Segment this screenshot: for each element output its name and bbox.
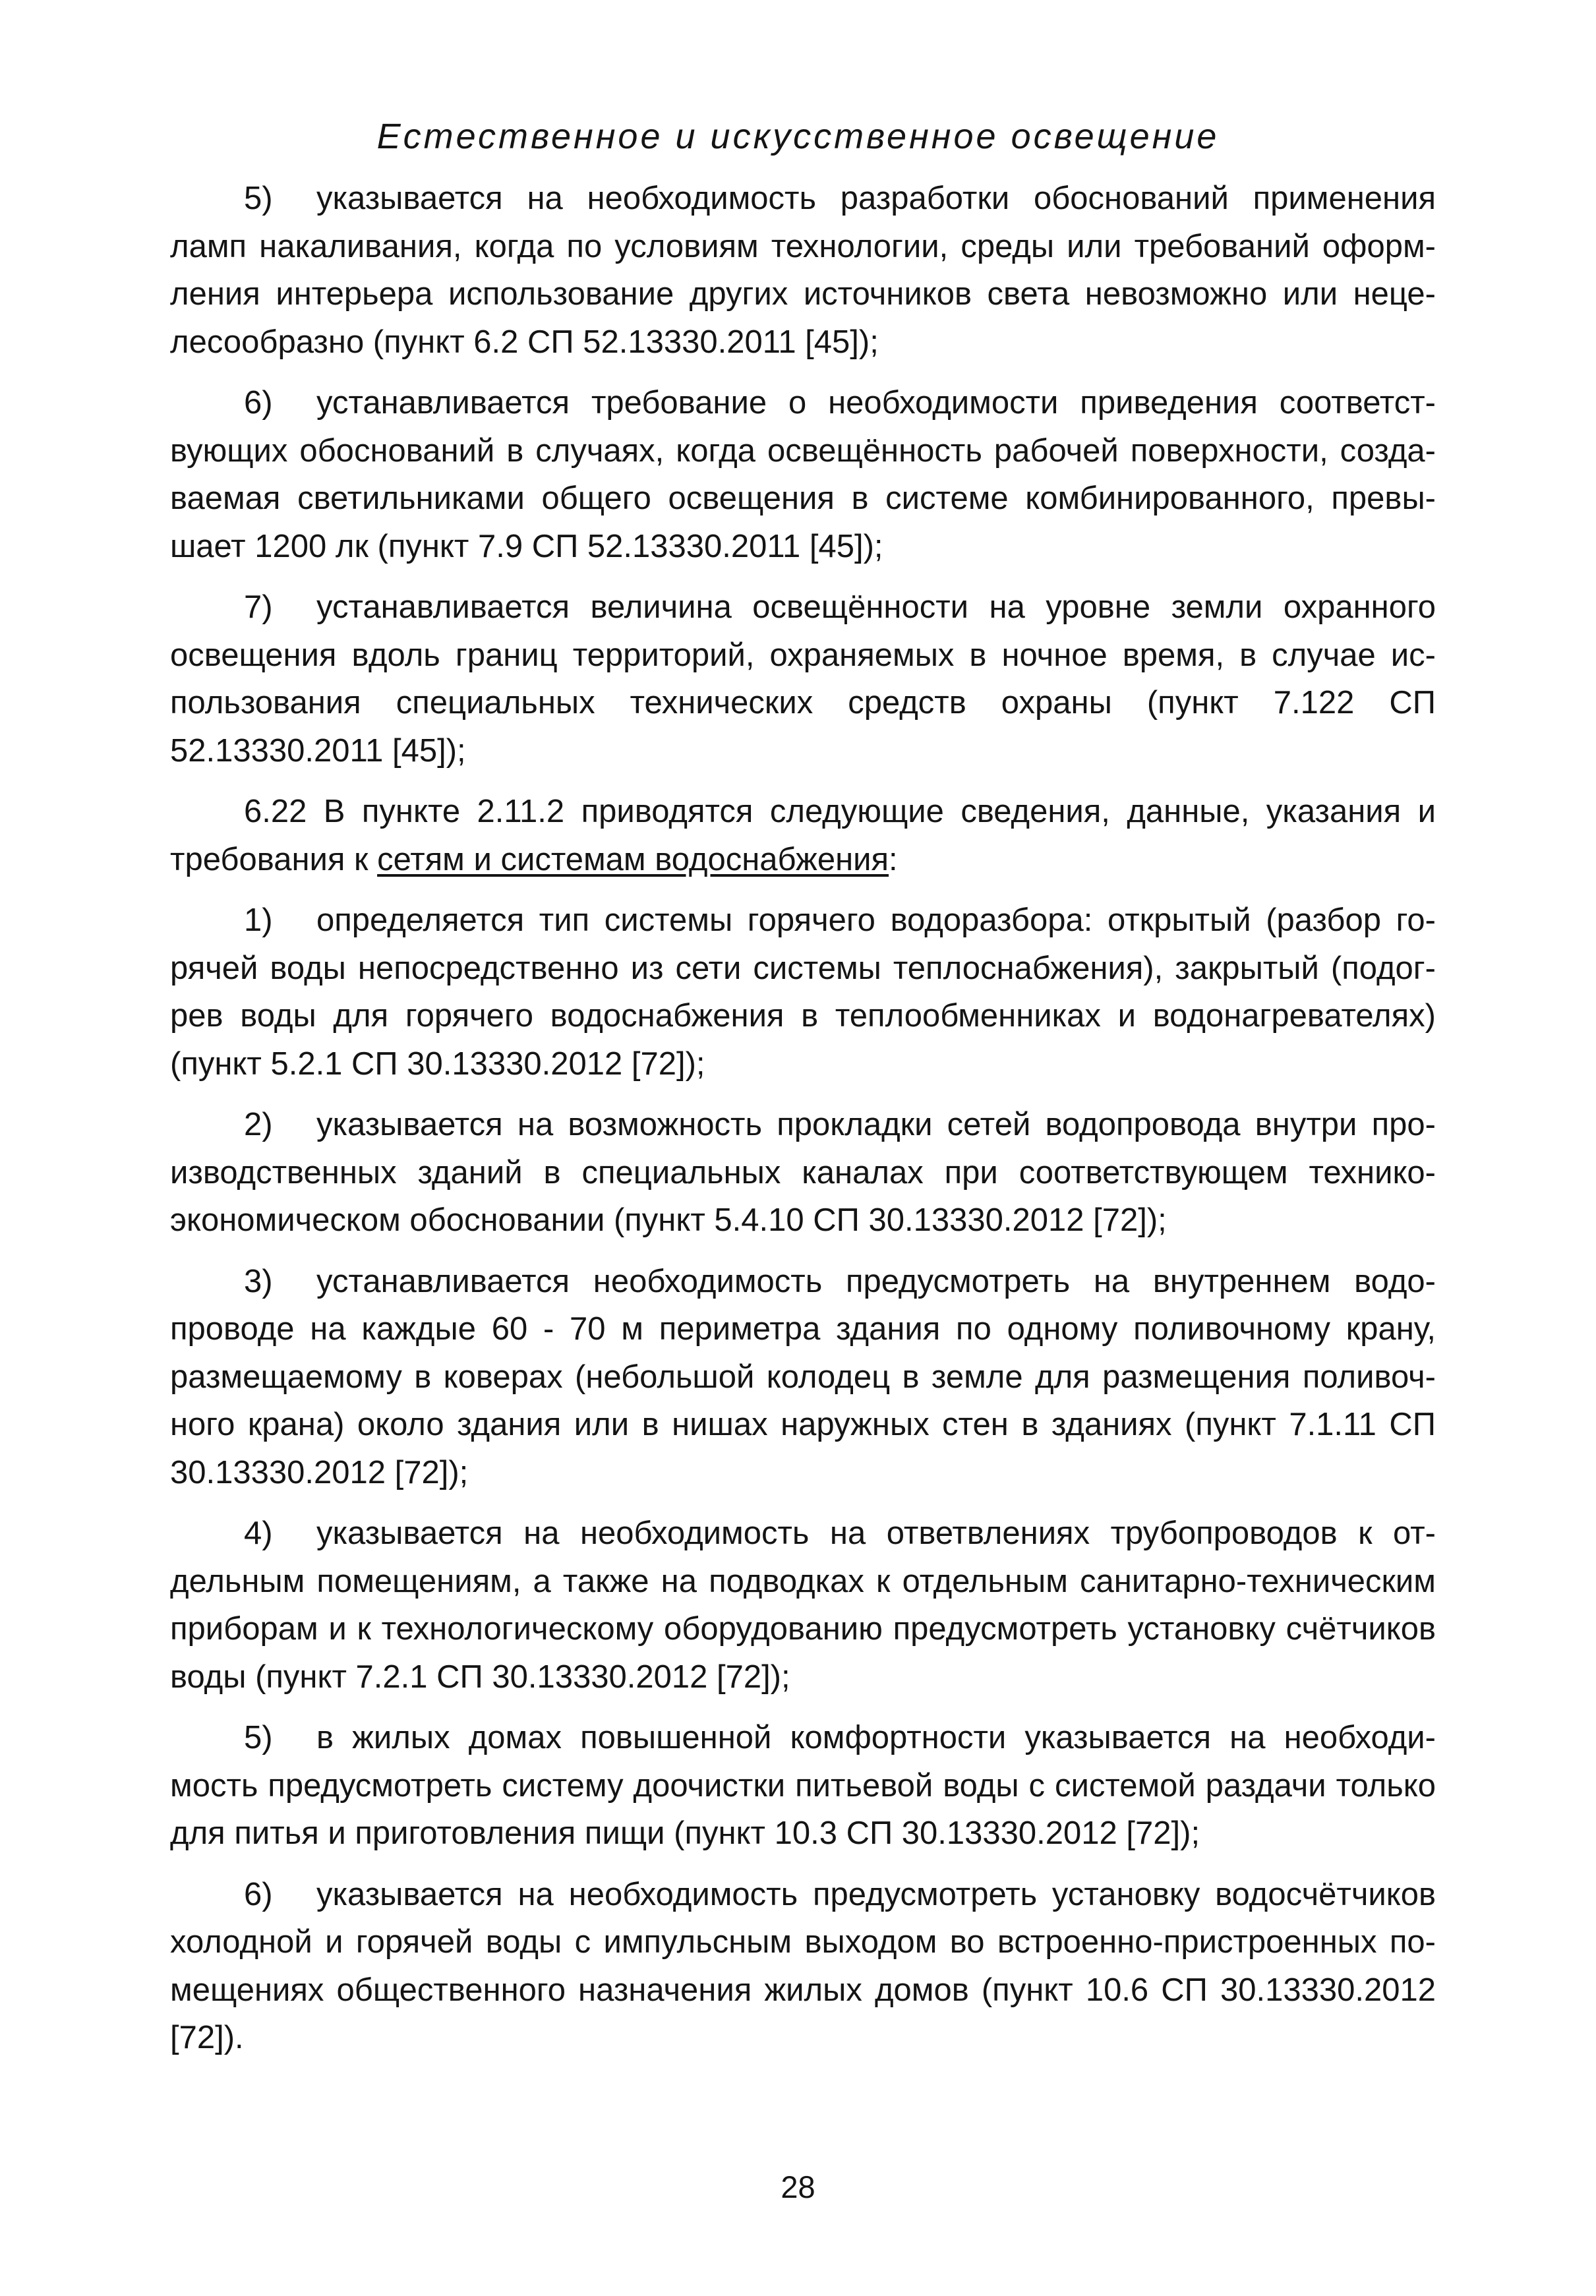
- section-6-22-intro: [170, 788, 1436, 883]
- section-intro-text: 6.22 В пункте 2.11.2 приводятся следующие сведения, данные, указания и требования к: [170, 794, 1436, 877]
- list-item-water-3: [170, 1258, 1436, 1497]
- section-intro-colon: :: [889, 841, 898, 877]
- item-number: 1): [244, 902, 273, 938]
- page-body: [170, 175, 1436, 2075]
- list-item-lighting-6: [170, 379, 1436, 570]
- item-number: 6): [244, 385, 273, 421]
- item-number: 4): [244, 1516, 273, 1551]
- running-header: Естественное и искусственное освещение: [376, 117, 1220, 156]
- item-text: устанавливается требование о необходимости приведения соответствующих обоснований в случаях, когда освещённость рабочей поверхности, создаваемая светильниками общего освещения в системе комбинированного, превышает 1200 лк (пункт 7.9 СП 52.13330.2011 [45]);: [170, 385, 1436, 564]
- item-number: 3): [244, 1263, 273, 1299]
- item-text: указывается на необходимость разработки обоснований применения ламп накаливания, когда по условиям технологии, среды или требований оформления интерьера использование других источников света невозможно или нецелесообразно (пункт 6.2 СП 52.13330.2011 [45]);: [170, 181, 1436, 360]
- list-item-lighting-5: [170, 175, 1436, 366]
- list-item-lighting-7: [170, 583, 1436, 775]
- item-number: 2): [244, 1107, 273, 1142]
- item-number: 7): [244, 589, 273, 625]
- list-item-water-2: [170, 1101, 1436, 1245]
- list-item-water-6: [170, 1871, 1436, 2062]
- item-text: указывается на необходимость на ответвлениях трубопроводов к отдельным помещениям, а также на подводках к отдельным санитарно-техническим приборам и к технологическому оборудованию предусмотреть установку счётчиков воды (пункт 7.2.1 СП 30.13330.2012 [72]);: [170, 1516, 1436, 1695]
- item-text: устанавливается необходимость предусмотреть на внутреннем водопроводе на каждые 60 - 70 м периметра здания по одному поливочному крану, размещаемому в коверах (небольшой колодец в земле для размещения поливочного крана) около здания или в нишах наружных стен в зданиях (пункт 7.1.11 СП 30.13330.2012 [72]);: [170, 1263, 1436, 1490]
- item-text: указывается на необходимость предусмотреть установку водосчётчиков холодной и горячей воды с импульсным выходом во встроенно-пристроенных помещениях общественного назначения жилых домов (пункт 10.6 СП 30.13330.2012 [72]).: [170, 1876, 1436, 2055]
- item-text: указывается на возможность прокладки сетей водопровода внутри производственных зданий в специальных каналах при соответствующем технико-экономическом обосновании (пункт 5.4.10 СП 30.13330.2012 [72]);: [170, 1107, 1436, 1238]
- section-topic-underlined: сетям и системам водоснабжения: [377, 841, 889, 877]
- item-text: определяется тип системы горячего водоразбора: открытый (разбор горячей воды непосредственно из сети системы теплоснабжения), закрытый (подогрев воды для горячего водоснабжения в теплообменниках и водонагревателях) (пункт 5.2.1 СП 30.13330.2012 [72]);: [170, 902, 1436, 1082]
- item-number: 5): [244, 1720, 273, 1755]
- item-text: устанавливается величина освещённости на уровне земли охранного освещения вдоль границ территорий, охраняемых в ночное время, в случае использования специальных технических средств охраны (пункт 7.122 СП 52.13330.2011 [45]);: [170, 589, 1436, 769]
- list-item-water-1: [170, 897, 1436, 1088]
- item-number: 5): [244, 181, 273, 216]
- list-item-water-4: [170, 1510, 1436, 1701]
- list-item-water-5: [170, 1714, 1436, 1858]
- item-text: в жилых домах повышенной комфортности указывается на необходимость предусмотреть систему доочистки питьевой воды с системой раздачи только для питья и приготовления пищи (пункт 10.3 СП 30.13330.2012 [72]);: [170, 1720, 1436, 1851]
- page-number: 28: [781, 2169, 815, 2204]
- item-number: 6): [244, 1876, 273, 1912]
